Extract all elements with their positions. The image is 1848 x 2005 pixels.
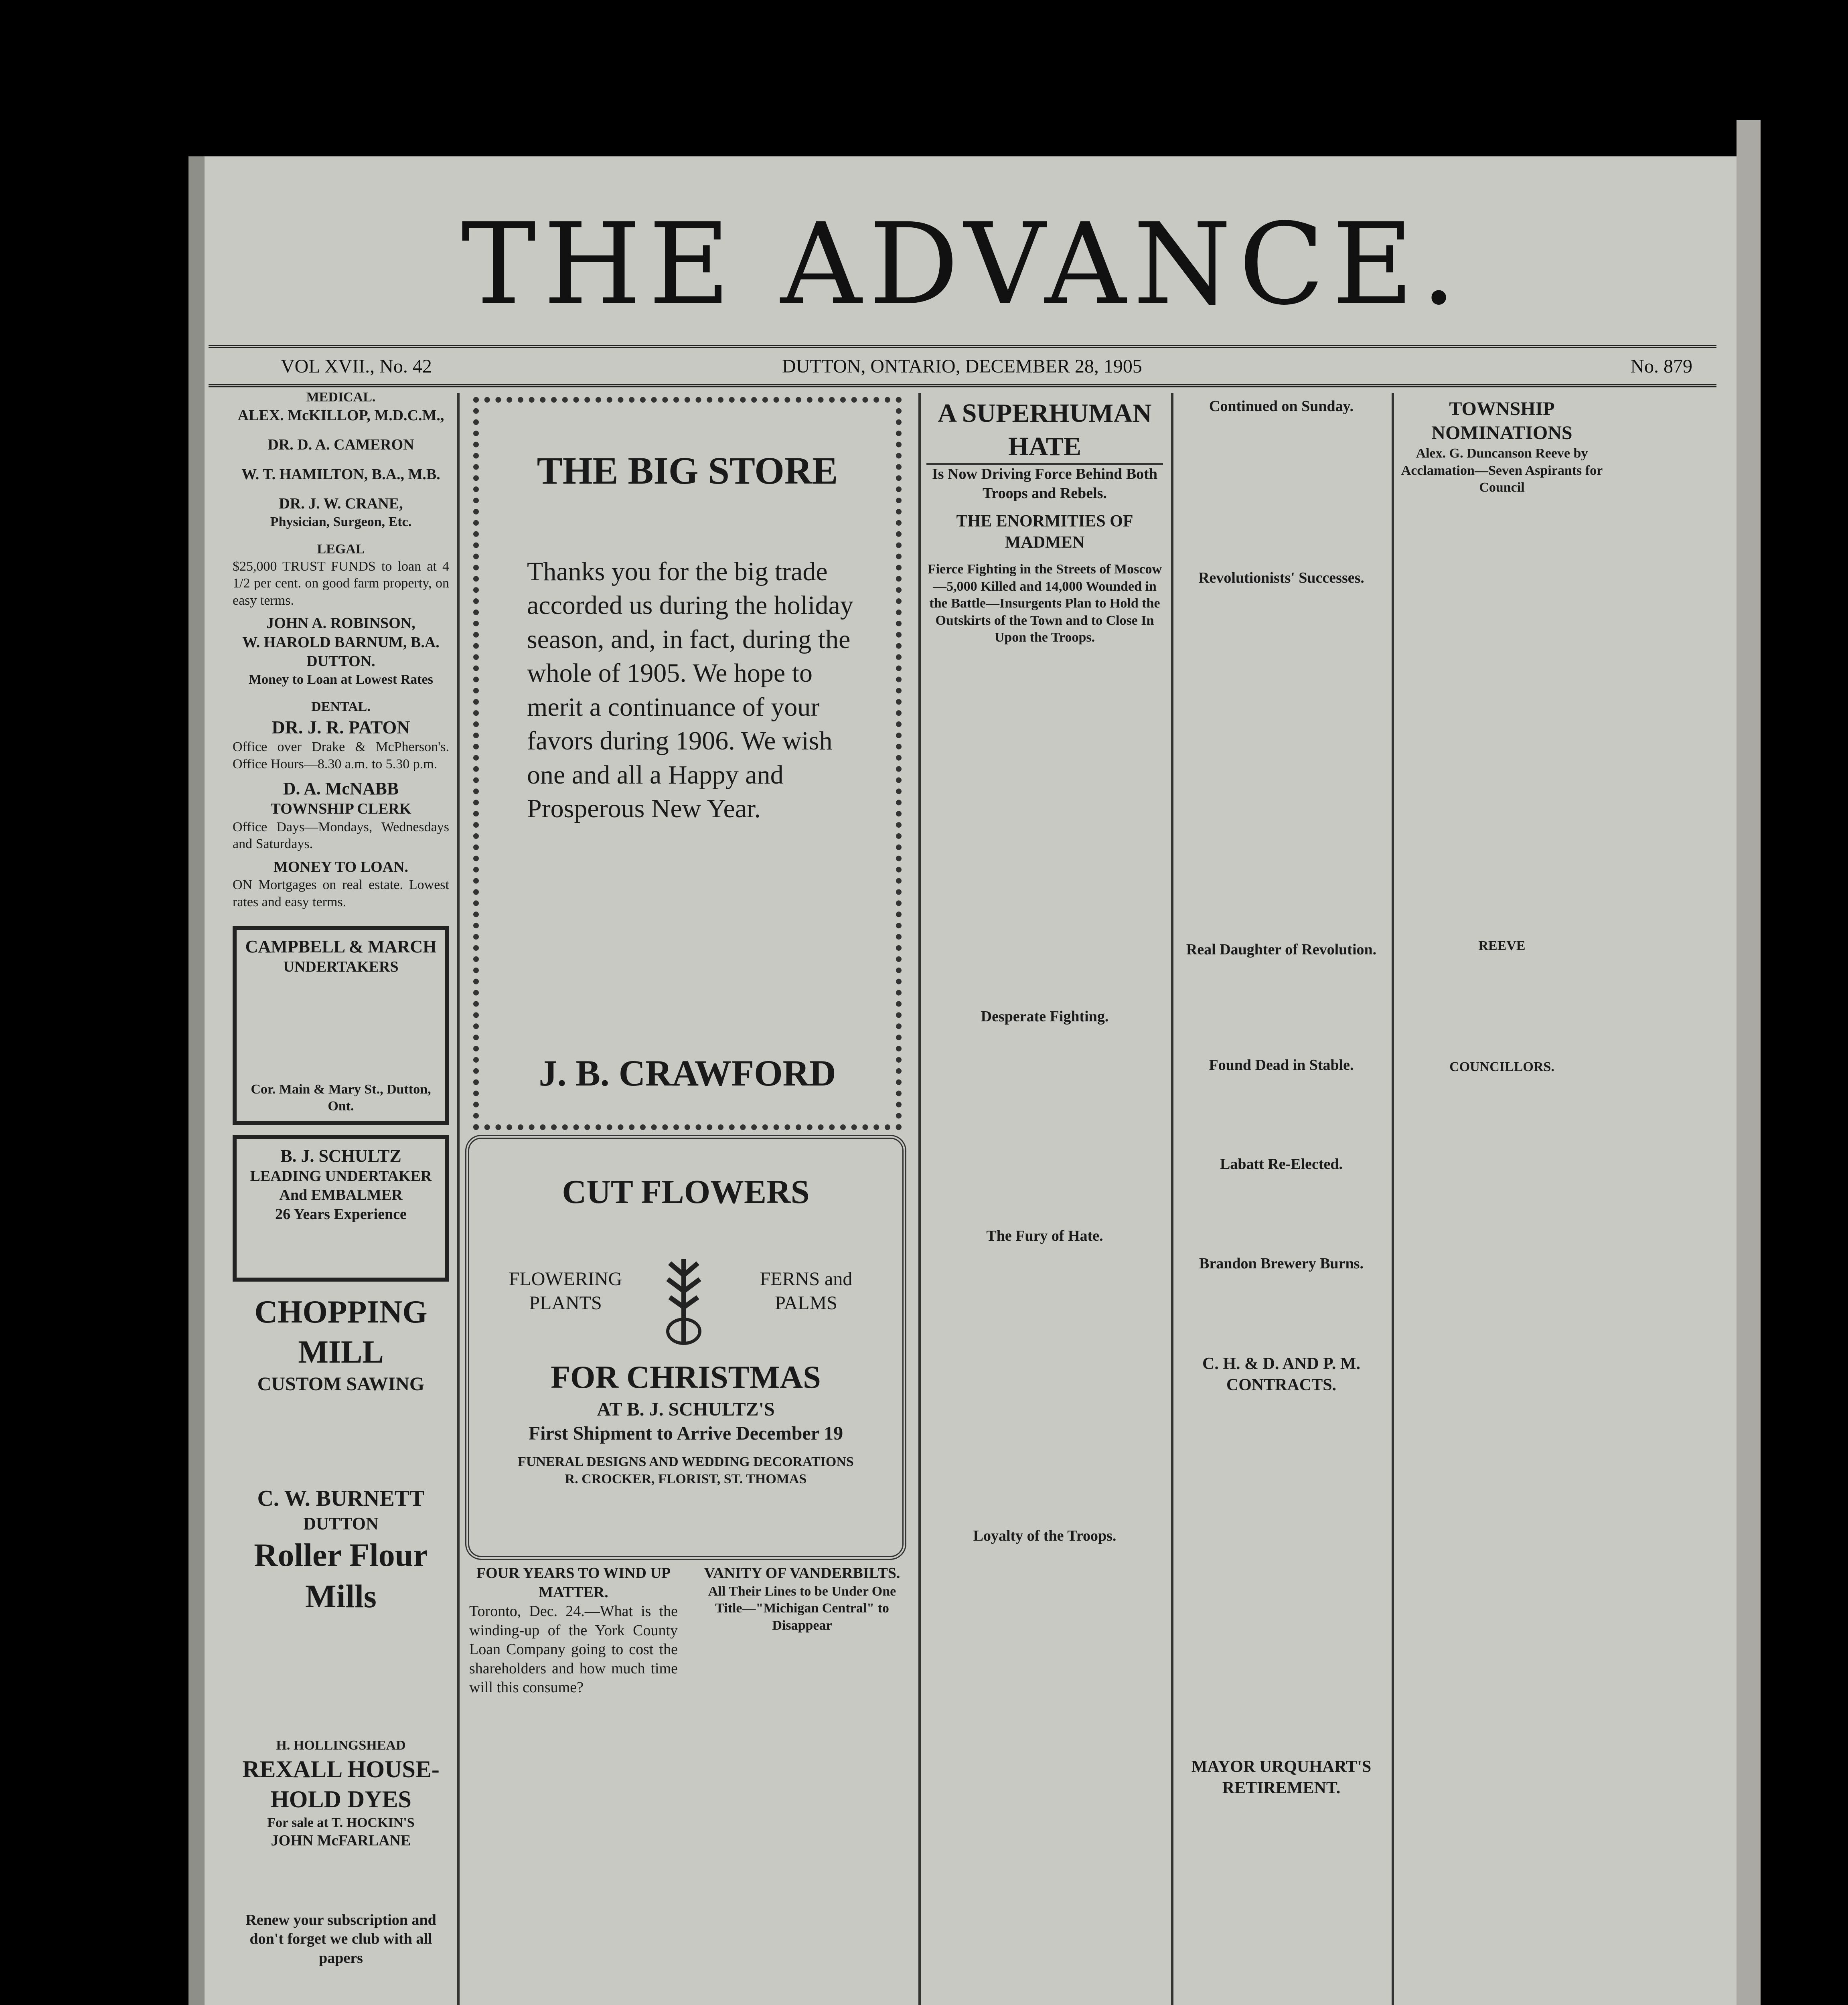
ad-footer: Cor. Main & Mary St., Dutton, Ont. (251, 1081, 431, 1114)
article-subhead: Loyalty of the Troops. (973, 1527, 1116, 1544)
listing-name: DR. J. W. CRANE, (279, 495, 403, 512)
column-rule (918, 393, 921, 2005)
ad-title: THE BIG STORE (537, 449, 838, 492)
masthead (209, 199, 1716, 330)
section-header: MONEY TO LOAN. (273, 858, 409, 875)
listing-text: Office Days—Mondays, Wednesdays and Saturdays. (233, 819, 449, 851)
column-rule (1392, 393, 1394, 2005)
ad-sub: 26 Years Experience (275, 1205, 407, 1223)
ad-title: FOR CHRISTMAS (551, 1360, 821, 1395)
ad-text: FLOWERING PLANTS (509, 1268, 622, 1314)
news-column (1179, 397, 1384, 1798)
vanderbilts-article (694, 1564, 910, 2005)
article-text: Toronto, Dec. 24.—What is the winding-up of the York County Loan Company going to cost the shareholders and how much time will this consume? (469, 1603, 678, 1696)
winding-up-article (469, 1564, 678, 1702)
listing-name: DR. D. A. CAMERON (267, 436, 414, 453)
ad-sub: H. HOLLINGSHEAD (276, 1738, 406, 1753)
article-summary: Fierce Fighting in the Streets of Moscow—5,000 Killed and 14,000 Wounded in the Battle—Insurgents Plan to Hold the Outskirts of the Town and to Close In Upon the Troops. (927, 562, 1162, 645)
listing-sub: Money to Loan at Lowest Rates (249, 672, 433, 687)
ad-message: Thanks you for the big trade accorded us during the holiday season, and, in fact, during the whole of 1905. We hope to merit a continuance of your favors during 1906. We wish one and all a Happy and Prosperous New Year. (527, 557, 853, 824)
cut-flowers-ad (465, 1135, 906, 1560)
ad-title: CAMPBELL & MARCH (245, 937, 437, 956)
binding-edge (188, 156, 205, 2005)
subscription-notice: Renew your subscription and don't forget we club with all papers (245, 1911, 436, 1967)
article-headline: Found Dead in Stable. (1209, 1056, 1354, 1073)
column-rule (457, 393, 460, 2005)
column-rule (1171, 393, 1173, 2005)
volume-number: VOL XVII., No. 42 (281, 356, 432, 377)
directory-column (233, 389, 449, 1968)
superhuman-hate-article (926, 397, 1163, 1545)
listing-sub: DUTTON. (306, 653, 375, 670)
section-header: MEDICAL. (306, 390, 376, 405)
ad-sub: CUSTOM SAWING (257, 1373, 425, 1395)
ad-sub: UNDERTAKERS (283, 958, 399, 975)
article-headline: FOUR YEARS TO WIND UP MATTER. (476, 1565, 671, 1601)
ad-title: REXALL HOUSE-HOLD DYES (242, 1756, 440, 1813)
ad-title: B. J. SCHULTZ (280, 1146, 401, 1166)
page-edge (1737, 120, 1761, 2005)
article-headline: VANITY OF VANDERBILTS. (704, 1565, 900, 1582)
listing-sub: Physician, Surgeon, Etc. (270, 514, 412, 529)
article-headline: A SUPERHUMAN HATE (926, 397, 1163, 465)
township-column (1400, 397, 1604, 2005)
listing-name: D. A. McNABB (283, 779, 399, 798)
article-subhead: Desperate Fighting. (981, 1008, 1109, 1025)
ad-title: C. W. BURNETT (257, 1486, 425, 1511)
newspaper-title: THE ADVANCE. (461, 199, 1464, 330)
article-subhead: THE ENORMITIES OF MADMEN (956, 512, 1133, 552)
article-subhead: The Fury of Hate. (986, 1227, 1103, 1244)
wheat-icon (654, 1251, 714, 1347)
section-header: DENTAL. (311, 699, 371, 714)
campbell-ad (233, 926, 449, 1125)
issue-number: No. 879 (1630, 356, 1692, 377)
article-deck: Alex. G. Duncanson Reeve by Acclamation—Seven Aspirants for Council (1401, 446, 1603, 495)
listing-text: $25,000 TRUST FUNDS to loan at 4 1/2 per cent. on good farm property, on easy terms. (233, 559, 449, 608)
article-headline: Labatt Re-Elected. (1220, 1156, 1343, 1173)
ad-title: JOHN McFARLANE (271, 1832, 411, 1849)
ad-title: CHOPPING MILL (254, 1294, 428, 1370)
listing-name: W. T. HAMILTON, B.A., M.B. (241, 466, 440, 483)
ad-sub: AT B. J. SCHULTZ'S (597, 1399, 775, 1420)
ad-sub: LEADING UNDERTAKER And EMBALMER (250, 1167, 432, 1203)
ad-sub: For sale at T. HOCKIN'S (267, 1815, 415, 1830)
dateline-bar (209, 345, 1716, 387)
ad-text: FERNS and PALMS (760, 1268, 853, 1314)
article-deck: Is Now Driving Force Behind Both Troops and Rebels. (932, 466, 1157, 502)
listing-text: ON Mortgages on real estate. Lowest rates and easy terms. (233, 877, 449, 909)
article-headline: TOWNSHIP NOMINATIONS (1431, 398, 1572, 444)
section-header: LEGAL (317, 542, 365, 557)
big-store-ad (473, 397, 902, 1130)
ad-title: Roller Flour Mills (254, 1537, 428, 1614)
article-headline: C. H. & D. AND P. M. CONTRACTS. (1202, 1355, 1360, 1394)
listing-text: Office over Drake & McPherson's. Office Hours—8.30 a.m. to 5.30 p.m. (233, 739, 449, 772)
listing-name: JOHN A. ROBINSON, (266, 615, 415, 632)
ad-sub: FUNERAL DESIGNS AND WEDDING DECORATIONS (518, 1454, 854, 1469)
listing-sub: TOWNSHIP CLERK (270, 800, 411, 817)
article-headline: Real Daughter of Revolution. (1186, 941, 1377, 958)
article-headline: MAYOR URQUHART'S RETIREMENT. (1191, 1758, 1372, 1797)
article-subhead: Continued on Sunday. (1209, 398, 1354, 415)
listing-name: DR. J. R. PATON (272, 717, 410, 737)
listing-name: W. HAROLD BARNUM, B.A. (242, 634, 440, 651)
ad-sub: DUTTON (303, 1514, 379, 1533)
article-headline: Brandon Brewery Burns. (1199, 1255, 1364, 1272)
ad-footer: R. CROCKER, FLORIST, ST. THOMAS (565, 1471, 807, 1487)
ad-title: CUT FLOWERS (562, 1173, 810, 1211)
article-subhead: Revolutionists' Successes. (1198, 569, 1364, 586)
ad-signature: J. B. CRAWFORD (539, 1053, 836, 1094)
date-place: DUTTON, ONTARIO, DECEMBER 28, 1905 (782, 356, 1142, 377)
schultz-ad (233, 1135, 449, 1282)
article-deck: All Their Lines to be Under One Title—"Michigan Central" to Disappear (708, 1584, 896, 1633)
listing-name: ALEX. McKILLOP, M.D.C.M., (237, 407, 444, 424)
section-header: REEVE (1478, 938, 1526, 953)
section-header: COUNCILLORS. (1449, 1059, 1554, 1074)
ad-sub: First Shipment to Arrive December 19 (528, 1423, 843, 1444)
